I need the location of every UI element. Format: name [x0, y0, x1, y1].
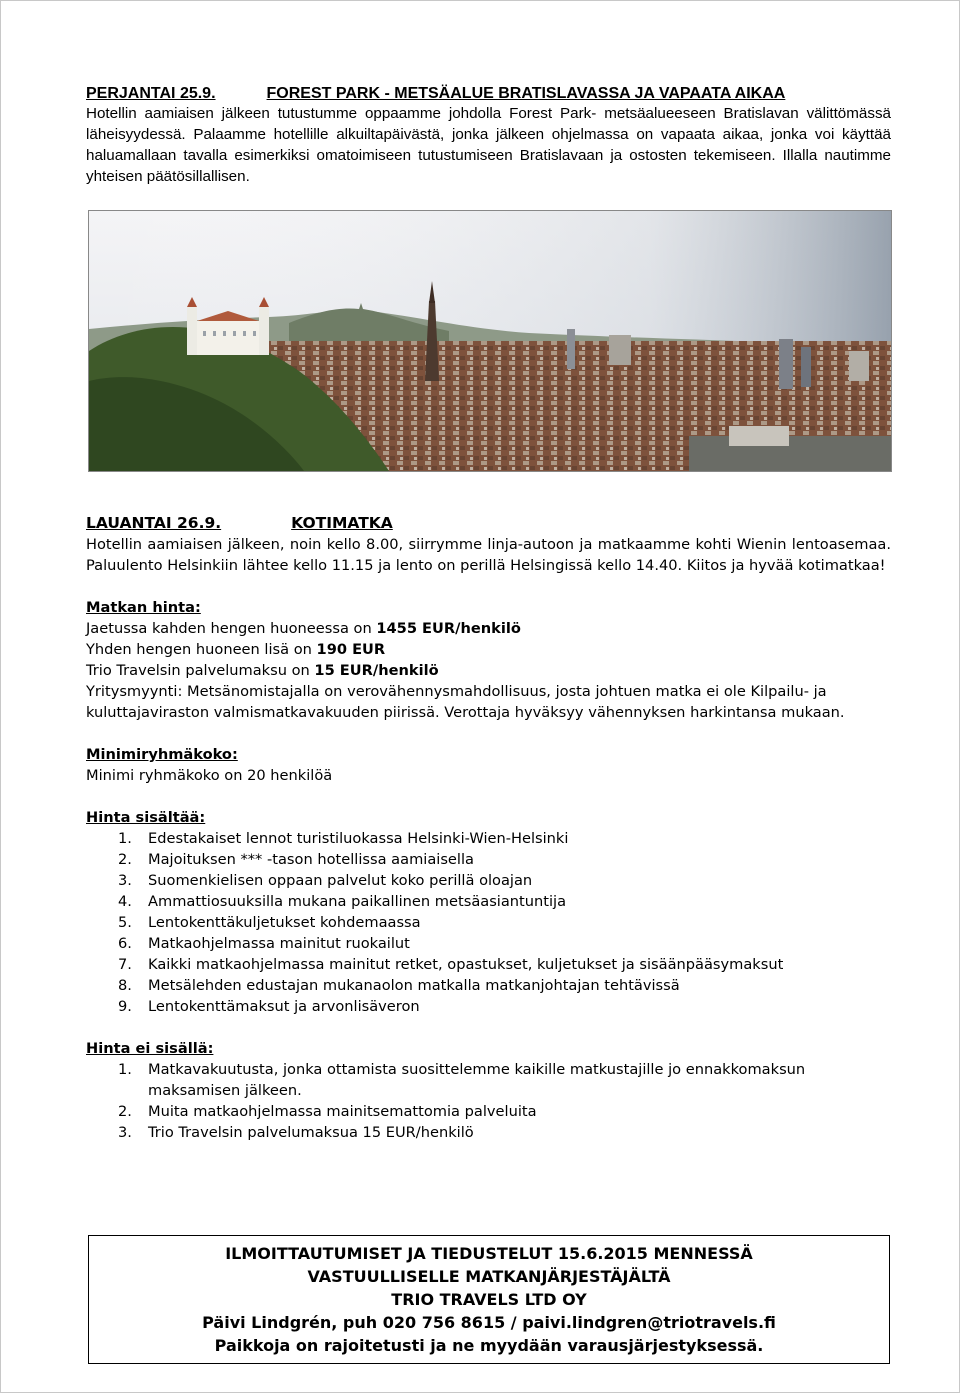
price-single-room-value: 190 EUR	[316, 641, 386, 658]
list-item: 4. Ammattiosuuksilla mukana paikallinen metsäasiantuntija	[118, 893, 567, 910]
day1-date: PERJANTAI 25.9.	[86, 85, 216, 102]
price-line-shared-room: Jaetussa kahden hengen huoneessa on 1455 EUR/henkilö	[86, 620, 521, 637]
price-line-single-room: Yhden hengen huoneen lisä on 190 EUR	[86, 641, 386, 658]
list-item: 5. Lentokenttäkuljetukset kohdemaassa	[118, 914, 421, 931]
price-heading: Matkan hinta:	[86, 599, 201, 616]
day2-section	[86, 512, 891, 1143]
list-item: 1. Matkavakuutusta, jonka ottamista suosittelemme kaikille matkustajille jo ennakkomaksun maksamisen jälkeen.	[118, 1061, 806, 1099]
panorama-illustration	[89, 211, 891, 471]
company-name: TRIO TRAVELS LTD OY	[391, 1290, 587, 1309]
day1-heading	[86, 84, 891, 103]
contact-details: Päivi Lindgrén, puh 020 756 8615 / paivi.lindgren@triotravels.fi	[202, 1313, 776, 1332]
list-item: 3. Suomenkielisen oppaan palvelut koko perillä oloajan	[118, 872, 533, 889]
list-item: 9. Lentokenttämaksut ja arvonlisäveron	[118, 998, 420, 1015]
list-item: 6. Matkaohjelmassa mainitut ruokailut	[118, 935, 410, 952]
list-item: 2. Majoituksen *** -tason hotellissa aamiaisella	[118, 851, 474, 868]
list-item: 8. Metsälehden edustajan mukanaolon matkalla matkanjohtajan tehtävissä	[118, 977, 680, 994]
registration-info-box	[88, 1235, 890, 1364]
group-size-text: Minimi ryhmäkoko on 20 henkilöä	[86, 767, 333, 784]
price-service-fee-value: 15 EUR/henkilö	[314, 662, 439, 679]
excludes-list	[86, 1059, 891, 1143]
list-item: 7. Kaikki matkaohjelmassa mainitut retket, opastukset, kuljetukset ja sisäänpääsymaksut	[118, 956, 784, 973]
includes-heading: Hinta sisältää:	[86, 809, 206, 826]
excludes-heading: Hinta ei sisällä:	[86, 1040, 214, 1057]
bratislava-panorama-photo	[88, 210, 892, 472]
organizer-label: VASTUULLISELLE MATKANJÄRJESTÄJÄLTÄ	[307, 1267, 671, 1286]
availability-note: Paikkoja on rajoitetusti ja ne myydään varausjärjestyksessä.	[214, 1336, 764, 1355]
day2-date: LAUANTAI 26.9.	[86, 514, 222, 532]
day2-description: Hotellin aamiaisen jälkeen, noin kello 8.00, siirrymme linja-autoon ja matkaamme kohti Wienin lentoasemaa. Paluulento Helsinkiin lähtee kello 11.15 ja lento on perillä Helsingissä kello 14.40. Kiitos ja hyvää kotimatkaa!	[86, 536, 891, 574]
includes-list	[86, 828, 891, 1017]
registration-deadline: ILMOITTAUTUMISET JA TIEDUSTELUT 15.6.2015 MENNESSÄ	[225, 1244, 753, 1263]
day1-title: FOREST PARK - METSÄALUE BRATISLAVASSA JA VAPAATA AIKAA	[266, 85, 786, 102]
group-size-heading: Minimiryhmäkoko:	[86, 746, 238, 763]
list-item: 3. Trio Travelsin palvelumaksua 15 EUR/henkilö	[118, 1124, 474, 1141]
day2-title: KOTIMATKA	[291, 514, 393, 532]
day2-heading	[86, 512, 891, 534]
day1-description: Hotellin aamiaisen jälkeen tutustumme oppaamme johdolla Forest Park- metsäalueeseen Bratislavan välittömässä läheisyydessä. Palaamme hotellille alkuiltapäivästä, jonka jälkeen ohjelmassa on vapaata aikaa, jonka voi käyttää haluamallaan tavalla esimerkiksi omatoimiseen tutustumiseen Bratislavaan ja ostosten tekemiseen. Illalla nautimme yhteisen päätösillallisen.	[86, 105, 891, 185]
list-item: 2. Muita matkaohjelmassa mainitsemattomia palveluita	[118, 1103, 537, 1120]
day1-section	[86, 84, 891, 187]
price-note: Yritysmyynti: Metsänomistajalla on verovähennysmahdollisuus, josta johtuen matka ei ole Kilpailu- ja kuluttajaviraston valmismatkavakuuden piirissä. Verottaja hyväksyy vähennyksen harkintansa mukaan.	[86, 683, 845, 721]
list-item: 1. Edestakaiset lennot turistiluokassa Helsinki-Wien-Helsinki	[118, 830, 569, 847]
price-shared-room-value: 1455 EUR/henkilö	[376, 620, 521, 637]
price-line-service-fee: Trio Travelsin palvelumaksu on 15 EUR/henkilö	[86, 662, 439, 679]
